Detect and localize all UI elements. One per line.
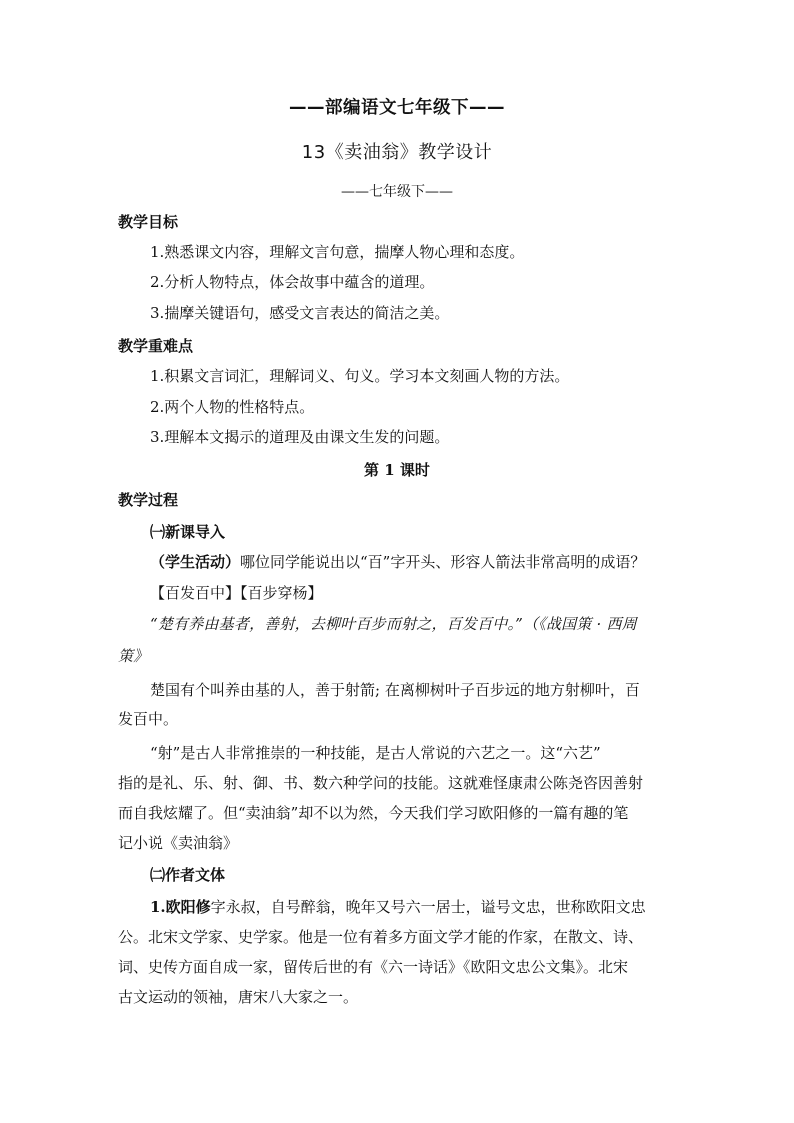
section-title-intro: ㈠新课导入 bbox=[150, 523, 226, 541]
author-line: 古文运动的领袖，唐宋八大家之一。 bbox=[118, 988, 359, 1006]
goal-item: 1.熟悉课文内容，理解文言句意，揣摩人物心理和态度。 bbox=[150, 243, 525, 261]
paragraph-line: “射”是古人非常推崇的一种技能，是古人常说的六艺之一。这“六艺” bbox=[150, 744, 601, 762]
paragraph-line: 发百中。 bbox=[118, 710, 179, 728]
goal-item: 3.揣摩关键语句，感受文言表达的简洁之美。 bbox=[150, 304, 450, 322]
paragraph-line: 而自我炫耀了。但“卖油翁”却不以为然，今天我们学习欧阳修的一篇有趣的笔 bbox=[118, 804, 629, 822]
process-heading: 教学过程 bbox=[118, 491, 179, 509]
activity-text: 哪位同学能说出以“百”字开头、形容人箭法非常高明的成语？ bbox=[240, 553, 646, 571]
paragraph-line: 楚国有个叫养由基的人，善于射箭; 在离柳树叶子百步远的地方射柳叶，百 bbox=[150, 681, 640, 699]
author-line: 公。北宋文学家、史学家。他是一位有着多方面文学才能的作家，在散文、诗、 bbox=[118, 928, 644, 946]
goals-heading: 教学目标 bbox=[118, 213, 179, 231]
key-point-item: 1.积累文言词汇，理解词义、句义。学习本文刻画人物的方法。 bbox=[150, 367, 570, 385]
lesson-label: 第 1 课时 bbox=[364, 461, 430, 479]
series-title: ——部编语文七年级下—— bbox=[289, 98, 505, 118]
paragraph-line: 指的是礼、乐、射、御、书、数六种学问的技能。这就难怪康肃公陈尧咨因善射 bbox=[118, 774, 644, 792]
goal-item: 2.分析人物特点，体会故事中蕴含的道理。 bbox=[150, 273, 435, 291]
author-line: 词、史传方面自成一家，留传后世的有《六一诗话》《欧阳文忠公文集》。北宋 bbox=[118, 958, 629, 976]
activity-label: （学生活动） bbox=[150, 553, 241, 571]
grade-subtitle: ——七年级下—— bbox=[341, 184, 453, 200]
key-points-heading: 教学重难点 bbox=[118, 337, 194, 355]
author-text: 字永叔，自号醉翁，晚年又号六一居士，谥号文忠，世称欧阳文忠 bbox=[210, 898, 646, 916]
author-line bbox=[150, 897, 646, 917]
quote-line: “楚有养由基者，善射，去柳叶百步而射之，百发百中。”（《战国策 · 西周 bbox=[150, 615, 637, 633]
section-title-author: ㈡作者文体 bbox=[150, 866, 226, 884]
document-title: 13《卖油翁》教学设计 bbox=[301, 142, 493, 163]
activity-line bbox=[150, 552, 645, 572]
key-point-item: 2.两个人物的性格特点。 bbox=[150, 398, 315, 416]
key-point-item: 3.理解本文揭示的道理及由课文生发的问题。 bbox=[150, 428, 450, 446]
idioms-line: 【百发百中】【百步穿杨】 bbox=[150, 584, 323, 602]
author-lead: 1.欧阳修 bbox=[150, 898, 211, 916]
quote-line: 策》 bbox=[118, 647, 149, 665]
paragraph-line: 记小说《卖油翁》 bbox=[118, 834, 239, 852]
